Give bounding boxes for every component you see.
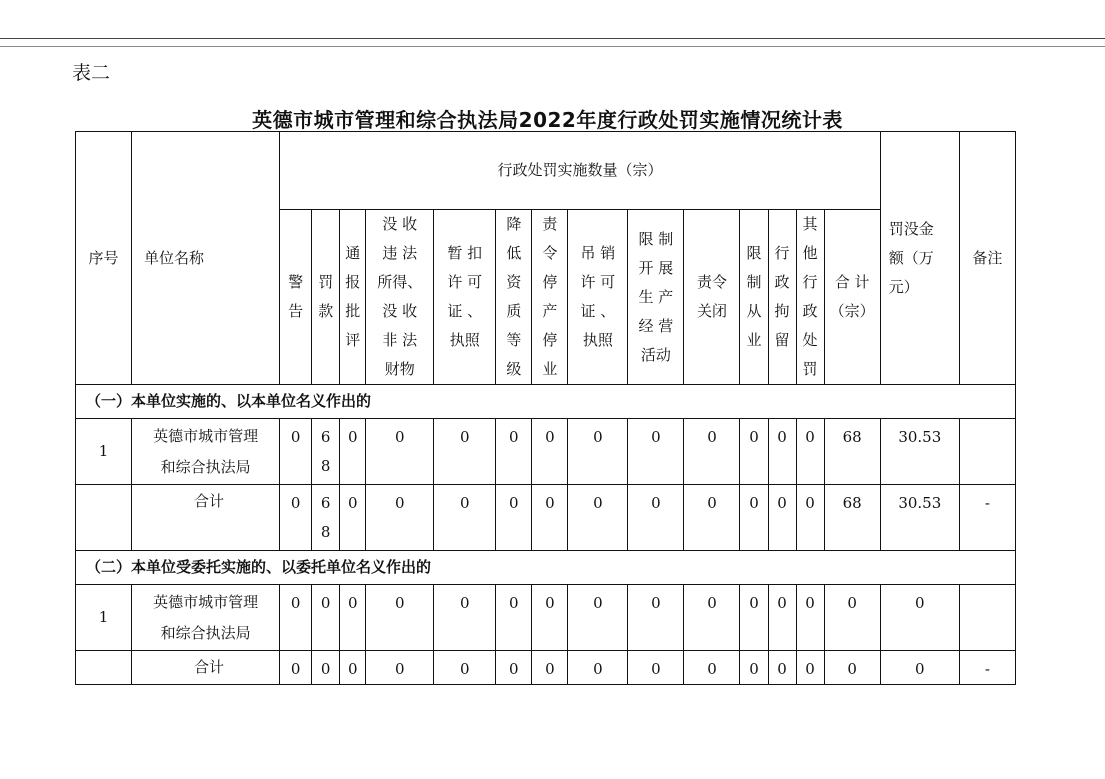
- table-row: [76, 485, 1016, 551]
- row-unit-name: 合计: [132, 651, 280, 685]
- row-seq: 1: [76, 419, 132, 485]
- row-value: 0: [532, 585, 568, 651]
- row-value: 0: [740, 651, 768, 685]
- top-rule: [0, 38, 1105, 39]
- header-col-3: 没 收 违 法 所得、 没 收 非 法 财物: [366, 210, 434, 385]
- header-col-1: 罚 款: [312, 210, 340, 385]
- row-value: 0: [280, 485, 312, 551]
- table-label: 表二: [72, 62, 111, 84]
- row-value: 0: [366, 485, 434, 551]
- page-title: 英德市城市管理和综合执法局2022年度行政处罚实施情况统计表: [252, 108, 843, 132]
- row-value: 0: [568, 651, 628, 685]
- header-penalty-count-group: 行政处罚实施数量（宗）: [280, 132, 881, 210]
- header-col-6: 责 令 停 产 停 业: [532, 210, 568, 385]
- header-col-12: 其 他 行 政 处 罚: [796, 210, 824, 385]
- header-col-7: 吊 销 许 可 证 、 执照: [568, 210, 628, 385]
- row-remark: -: [959, 485, 1015, 551]
- table-row: [76, 585, 1016, 651]
- row-value: 0: [312, 651, 340, 685]
- table-row: [76, 419, 1016, 485]
- header-col-4: 暂 扣 许 可 证 、 执照: [434, 210, 496, 385]
- row-value: 0: [568, 419, 628, 485]
- row-value: 0: [824, 585, 880, 651]
- row-value: 0: [340, 585, 366, 651]
- row-value: 0: [434, 485, 496, 551]
- row-value: 0: [496, 419, 532, 485]
- row-value: 0: [434, 419, 496, 485]
- row-value: 0: [496, 585, 532, 651]
- header-col-13: 合 计 （宗）: [824, 210, 880, 385]
- header-fine-amount: 罚没金 额（万 元）: [880, 132, 959, 385]
- row-seq: [76, 485, 132, 551]
- row-value: 0: [280, 651, 312, 685]
- row-value: 0: [796, 419, 824, 485]
- row-value: 6 8: [312, 485, 340, 551]
- row-seq: 1: [76, 585, 132, 651]
- row-value: 0: [366, 419, 434, 485]
- row-fine-amount: 0: [880, 651, 959, 685]
- row-value: 0: [280, 419, 312, 485]
- row-value: 0: [768, 485, 796, 551]
- row-value: 0: [496, 651, 532, 685]
- row-fine-amount: 30.53: [880, 485, 959, 551]
- header-col-10: 限 制 从 业: [740, 210, 768, 385]
- row-value: 0: [366, 585, 434, 651]
- row-value: 0: [628, 651, 684, 685]
- header-col-2: 通 报 批 评: [340, 210, 366, 385]
- row-value: 0: [684, 585, 740, 651]
- row-value: 0: [796, 651, 824, 685]
- row-value: 0: [628, 485, 684, 551]
- row-value: 0: [568, 485, 628, 551]
- row-fine-amount: 0: [880, 585, 959, 651]
- row-value: 0: [684, 419, 740, 485]
- statistics-table: [75, 131, 1016, 685]
- row-value: 0: [768, 585, 796, 651]
- row-unit-name: 英德市城市管理 和综合执法局: [132, 419, 280, 485]
- row-value: 6 8: [312, 419, 340, 485]
- header-col-11: 行 政 拘 留: [768, 210, 796, 385]
- row-value: 0: [796, 585, 824, 651]
- row-value: 0: [312, 585, 340, 651]
- section-heading-row: [76, 551, 1016, 585]
- row-value: 0: [340, 419, 366, 485]
- header-col-8: 限 制 开 展 生 产 经 营 活动: [628, 210, 684, 385]
- row-value: 0: [366, 651, 434, 685]
- header-unit-name: 单位名称: [132, 132, 280, 385]
- row-value: 0: [568, 585, 628, 651]
- row-remark: [959, 585, 1015, 651]
- row-unit-name: 合计: [132, 485, 280, 551]
- row-value: 0: [434, 585, 496, 651]
- row-value: 0: [434, 651, 496, 685]
- row-value: 0: [740, 485, 768, 551]
- row-value: 0: [340, 651, 366, 685]
- header-seq: 序号: [76, 132, 132, 385]
- top-rule-secondary: [0, 46, 1105, 47]
- row-value: 0: [768, 651, 796, 685]
- row-value: 0: [824, 651, 880, 685]
- header-col-9: 责令 关闭: [684, 210, 740, 385]
- header-col-5: 降 低 资 质 等 级: [496, 210, 532, 385]
- section-heading: （一）本单位实施的、以本单位名义作出的: [76, 385, 1016, 419]
- row-value: 0: [768, 419, 796, 485]
- row-value: 0: [280, 585, 312, 651]
- row-value: 0: [628, 585, 684, 651]
- row-unit-name: 英德市城市管理 和综合执法局: [132, 585, 280, 651]
- row-value: 0: [496, 485, 532, 551]
- row-seq: [76, 651, 132, 685]
- header-col-0: 警 告: [280, 210, 312, 385]
- row-value: 0: [796, 485, 824, 551]
- row-value: 68: [824, 485, 880, 551]
- row-value: 0: [740, 585, 768, 651]
- section-heading-row: [76, 385, 1016, 419]
- row-value: 0: [532, 485, 568, 551]
- row-value: 0: [628, 419, 684, 485]
- table-row: [76, 651, 1016, 685]
- row-remark: [959, 419, 1015, 485]
- row-value: 0: [532, 651, 568, 685]
- row-value: 68: [824, 419, 880, 485]
- header-remark: 备注: [959, 132, 1015, 385]
- row-value: 0: [684, 485, 740, 551]
- section-heading: （二）本单位受委托实施的、以委托单位名义作出的: [76, 551, 1016, 585]
- row-value: 0: [740, 419, 768, 485]
- row-value: 0: [532, 419, 568, 485]
- row-value: 0: [684, 651, 740, 685]
- row-value: 0: [340, 485, 366, 551]
- row-remark: -: [959, 651, 1015, 685]
- row-fine-amount: 30.53: [880, 419, 959, 485]
